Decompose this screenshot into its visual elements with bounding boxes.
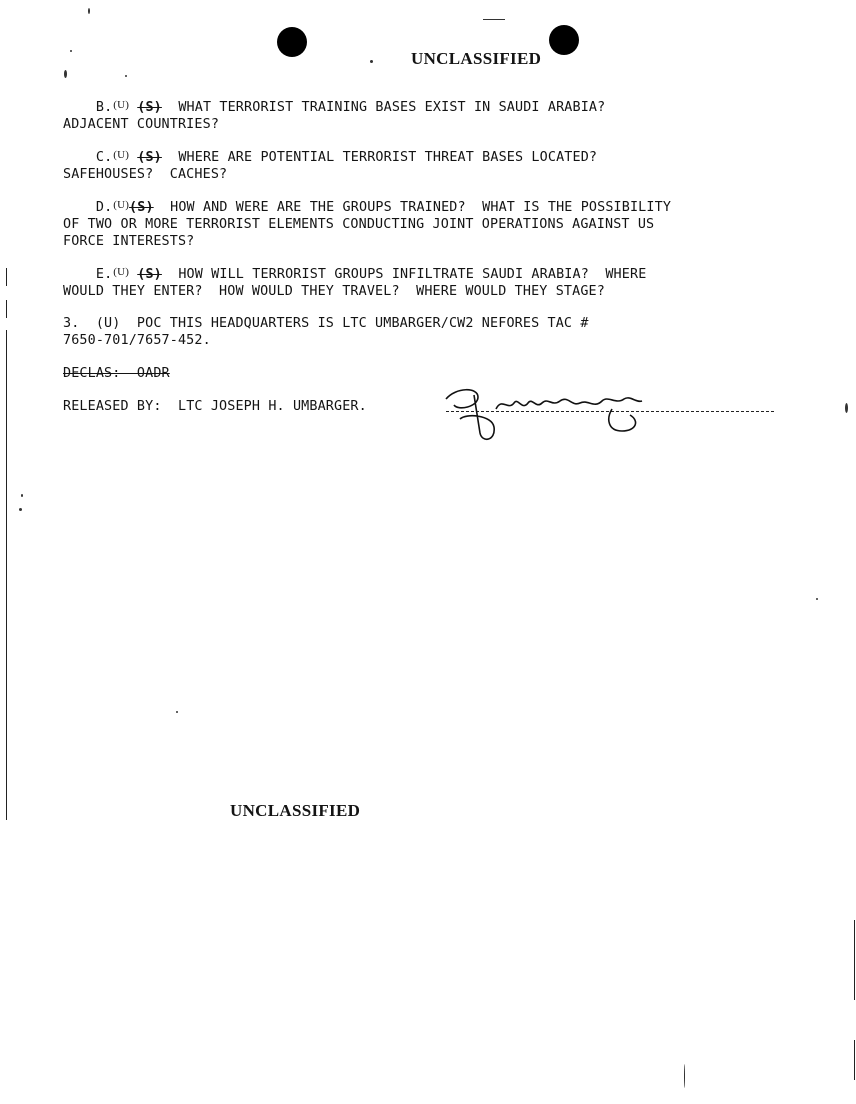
classification-header: UNCLASSIFIED (411, 49, 542, 68)
scan-speck (125, 75, 127, 77)
scan-speck (483, 19, 505, 20)
item-letter: B. (95, 100, 113, 115)
poc-text: 7650-701/7657-452. (63, 333, 211, 348)
classification-mark: (U) (113, 199, 130, 211)
struck-mark: (S) (137, 267, 162, 282)
struck-mark: (S) (137, 100, 162, 115)
item-text: WHERE ARE POTENTIAL TERRORIST THREAT BASES LOCATED? (178, 150, 598, 165)
scan-speck (816, 598, 818, 600)
poc-paragraph (63, 315, 589, 349)
struck-mark: (S) (129, 200, 154, 215)
item-e (63, 264, 646, 300)
item-text: HOW WILL TERRORIST GROUPS INFILTRATE SAUDI ARABIA? WHERE (178, 267, 647, 282)
scan-edge-line (6, 300, 7, 318)
classification-mark: (U) (113, 266, 130, 278)
struck-mark: (S) (137, 150, 162, 165)
poc-text: 3. (U) POC THIS HEADQUARTERS IS LTC UMBARGER/CW2 NEFORES TAC # (63, 316, 589, 331)
scan-speck (684, 1064, 685, 1088)
released-by-label: RELEASED BY: (63, 399, 162, 414)
declas-line (63, 365, 170, 382)
punch-hole-left (277, 27, 307, 57)
scan-speck (64, 70, 67, 78)
item-letter: C. (95, 150, 113, 165)
classification-mark: (U) (113, 99, 130, 111)
punch-hole-right (549, 25, 579, 55)
handwritten-signature (436, 385, 656, 445)
item-text: ADJACENT COUNTRIES? (63, 117, 220, 132)
scan-speck (21, 494, 23, 497)
item-b (63, 97, 605, 133)
scan-speck (70, 50, 72, 52)
released-by-line (63, 398, 367, 415)
classification-mark: (U) (113, 149, 130, 161)
item-text: WOULD THEY ENTER? HOW WOULD THEY TRAVEL? WHERE WOULD THEY STAGE? (63, 284, 605, 299)
classification-footer: UNCLASSIFIED (230, 801, 361, 820)
scan-edge-line (854, 1040, 855, 1080)
item-c (63, 147, 597, 183)
item-d (63, 197, 671, 250)
item-text: OF TWO OR MORE TERRORIST ELEMENTS CONDUCTING JOINT OPERATIONS AGAINST US (63, 217, 655, 232)
item-text: WHAT TERRORIST TRAINING BASES EXIST IN SAUDI ARABIA? (178, 100, 606, 115)
scan-speck (370, 60, 373, 63)
item-letter: D. (95, 200, 113, 215)
item-text: SAFEHOUSES? CACHES? (63, 167, 228, 182)
scan-speck (176, 711, 178, 713)
item-text: HOW AND WERE ARE THE GROUPS TRAINED? WHAT IS THE POSSIBILITY (170, 200, 672, 215)
scan-speck (19, 508, 22, 511)
item-letter: E. (95, 267, 113, 282)
scan-speck (845, 403, 848, 413)
scan-speck (88, 8, 90, 14)
scan-edge-line (6, 268, 7, 286)
scan-edge-line (854, 920, 855, 1000)
declas-text: DECLAS: OADR (63, 366, 170, 381)
releaser-name: LTC JOSEPH H. UMBARGER. (177, 399, 367, 414)
item-text: FORCE INTERESTS? (63, 234, 195, 249)
scan-edge-line (6, 330, 7, 820)
